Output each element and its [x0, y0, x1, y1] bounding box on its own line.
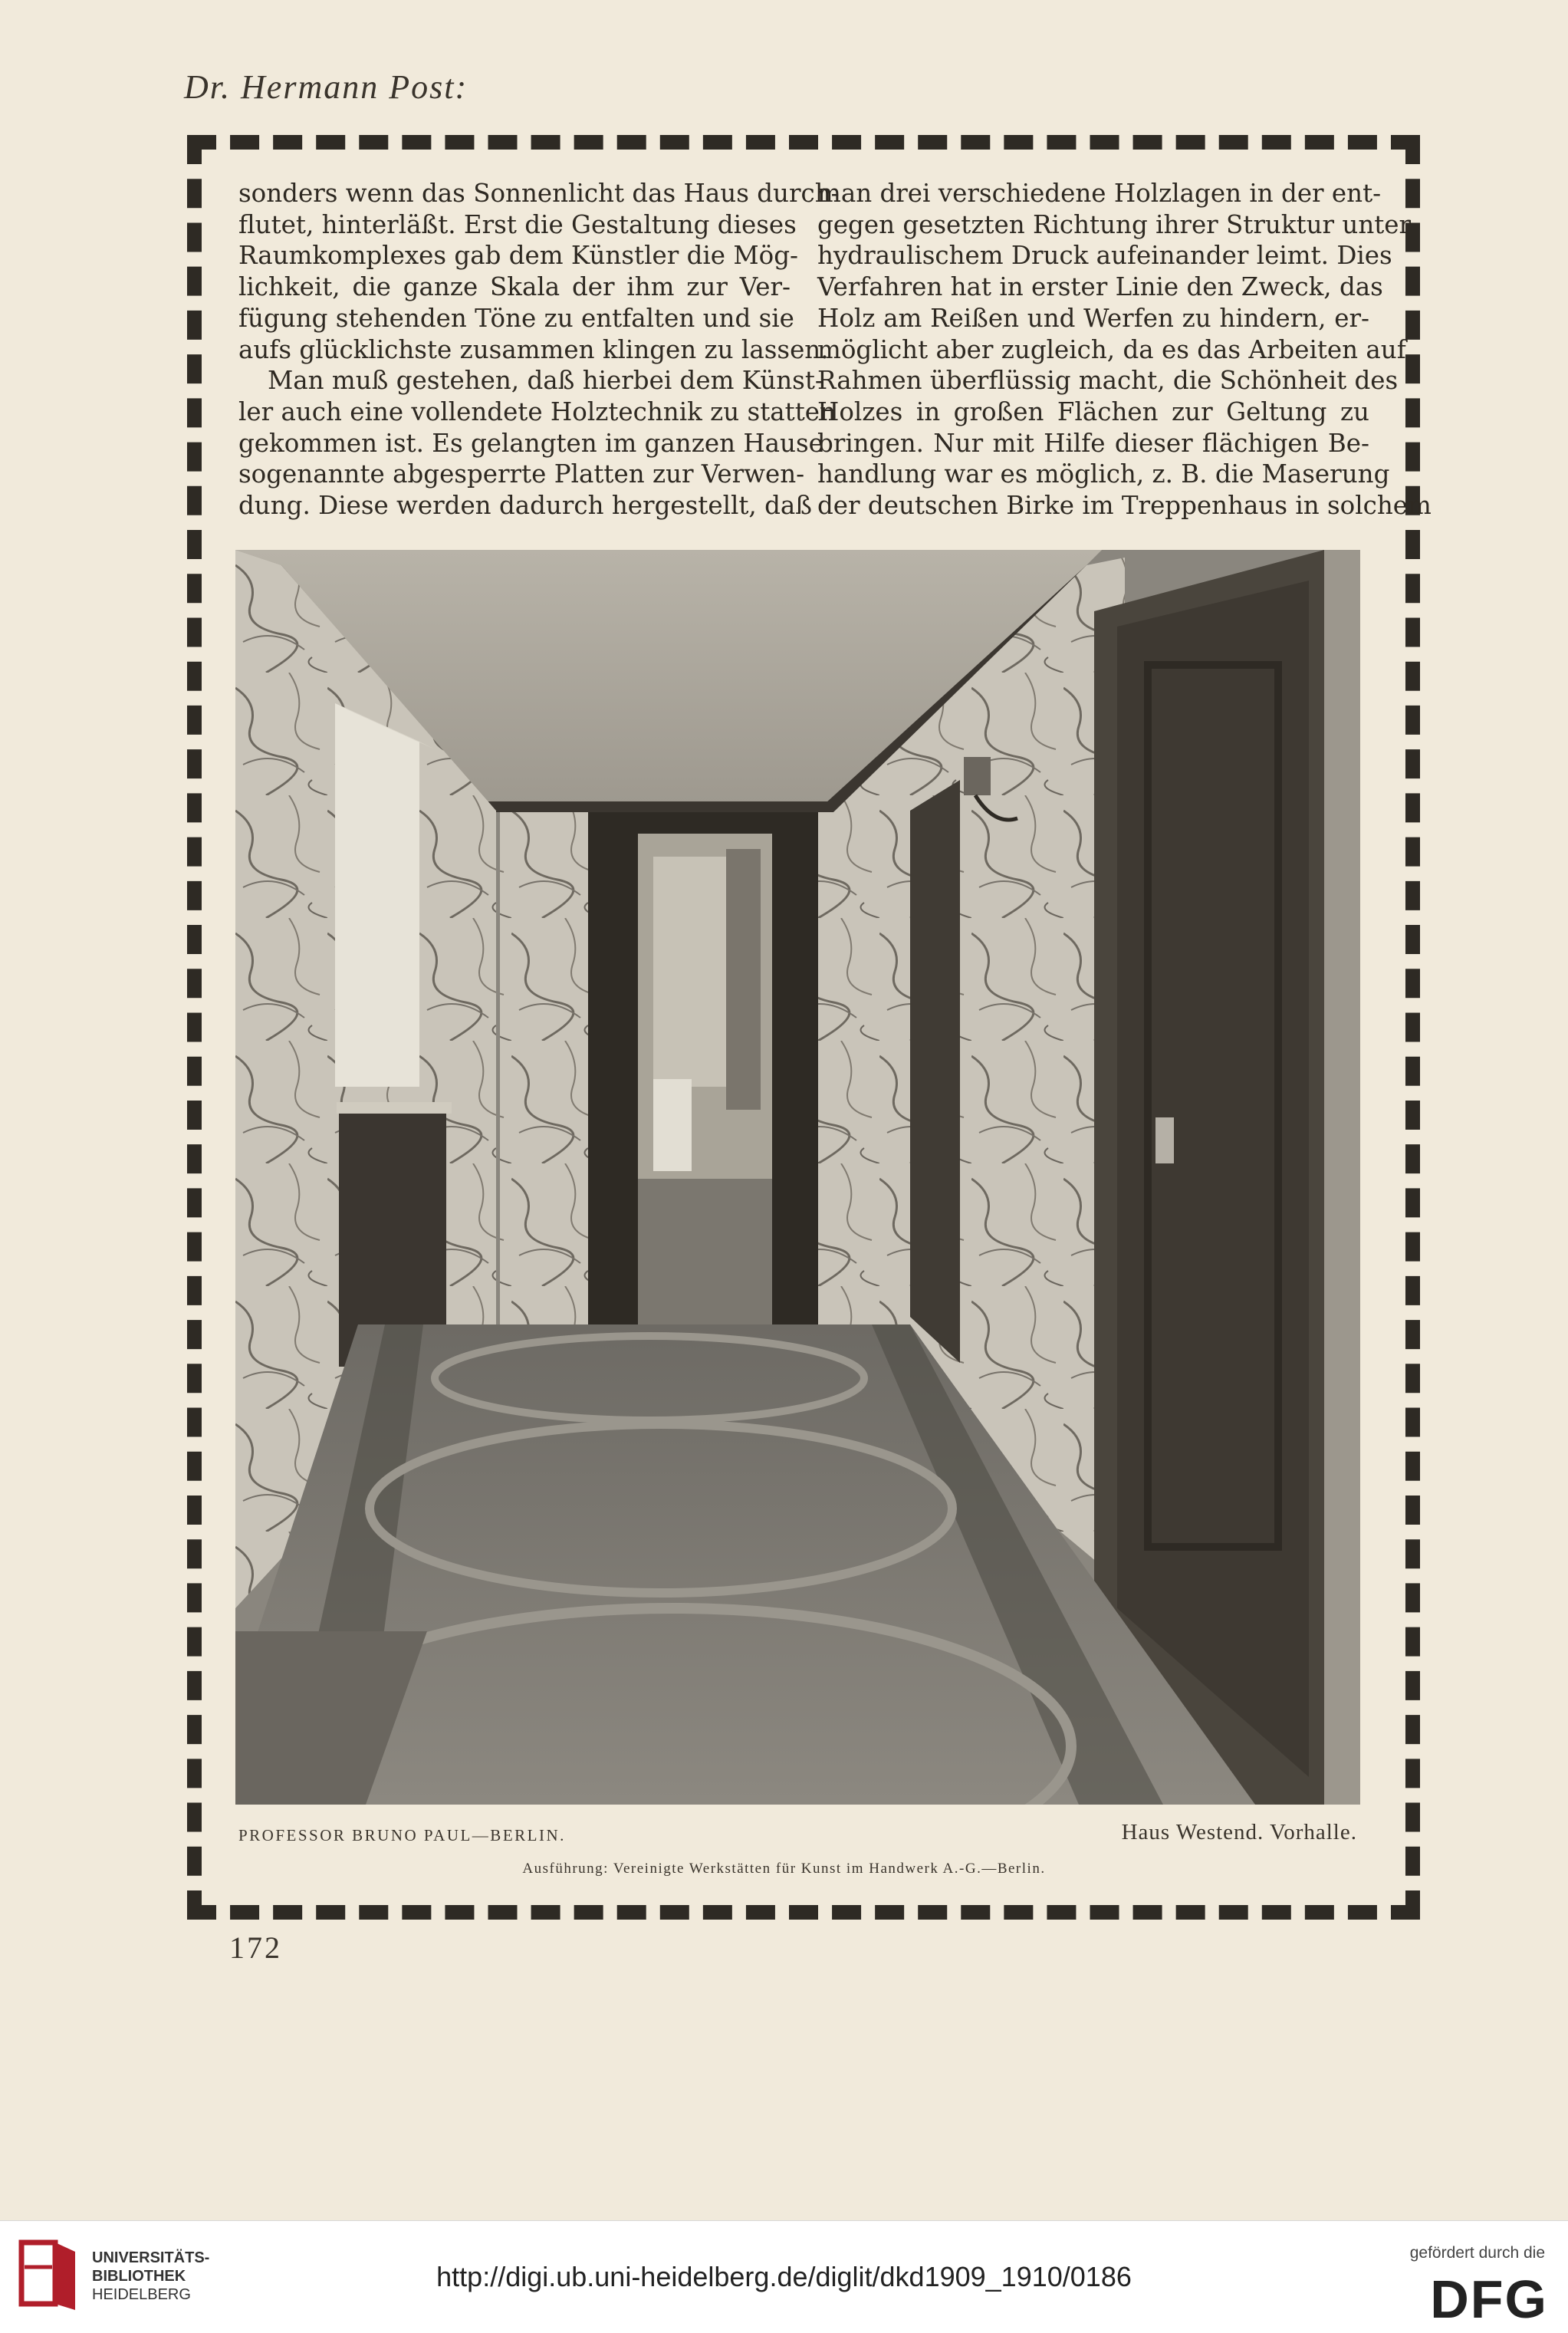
text-line: Rahmen überflüssig macht, die Schönheit des — [817, 366, 1399, 396]
hallway-photograph — [235, 550, 1360, 1805]
text-line: Man muß gestehen, daß hierbei dem Künst- — [268, 366, 823, 396]
text-line: fügung stehenden Töne zu entfalten und sie — [238, 303, 794, 333]
text-line: sonders wenn das Sonnenlicht das Haus durch- — [238, 179, 840, 208]
page-number: 172 — [229, 1930, 282, 1965]
text-line: flutet, hinterläßt. Erst die Gestaltung dieses — [238, 209, 797, 239]
dfg-logo: DFG — [1430, 2269, 1548, 2329]
text-line: Raumkomplexes gab dem Künstler die Mög- — [238, 241, 798, 271]
text-line: möglicht aber zugleich, da es das Arbeiten auf — [817, 334, 1406, 364]
library-name-line: UNIVERSITÄTS- — [92, 2249, 210, 2266]
library-name-line: HEIDELBERG — [92, 2286, 191, 2303]
text-line: gegen gesetzten Richtung ihrer Struktur unter — [817, 209, 1412, 239]
text-line: der deutschen Birke im Treppenhaus in solchem — [817, 491, 1432, 521]
photo-caption: Haus Westend. Vorhalle. — [1121, 1820, 1357, 1844]
text-line: handlung war es möglich, z. B. die Maserung — [817, 459, 1390, 489]
text-column-right — [817, 178, 1432, 522]
text-line: Holz am Reißen und Werfen zu hindern, er- — [817, 303, 1369, 333]
text-line: dung. Diese werden dadurch hergestellt, daß — [238, 491, 812, 521]
text-line: lichkeit, die ganze Skala der ihm zur Ver- — [238, 272, 791, 302]
text-line: gekommen ist. Es gelangten im ganzen Hause — [238, 428, 823, 458]
source-url-link[interactable]: http://digi.ub.uni-heidelberg.de/diglit/dkd1909_1910/0186 — [436, 2261, 1132, 2292]
funding-note: gefördert durch die — [1409, 2244, 1545, 2262]
running-header: Dr. Hermann Post: — [184, 68, 468, 106]
text-line: Verfahren hat in erster Linie den Zweck, das — [817, 272, 1383, 302]
text-line: hydraulischem Druck aufeinander leimt. Dies — [817, 241, 1392, 271]
text-line: bringen. Nur mit Hilfe dieser flächigen Be- — [817, 428, 1369, 458]
text-line: Holzes in großen Flächen zur Geltung zu — [817, 397, 1369, 426]
text-line: man drei verschiedene Holzlagen in der ent- — [817, 179, 1382, 208]
text-column-left — [238, 178, 840, 522]
execution-credit: Ausführung: Vereinigte Werkstätten für Kunst im Handwerk A.-G.—Berlin. — [522, 1861, 1046, 1877]
digitization-footer — [0, 2220, 1568, 2333]
text-line: sogenannte abgesperrte Platten zur Verwen- — [238, 459, 805, 489]
text-line: ler auch eine vollendete Holztechnik zu statten — [238, 397, 836, 426]
library-name-line: BIBLIOTHEK — [92, 2268, 186, 2285]
photo-credit-artist: PROFESSOR BRUNO PAUL—BERLIN. — [238, 1826, 566, 1844]
text-line: aufs glücklichste zusammen klingen zu lassen. — [238, 334, 829, 364]
